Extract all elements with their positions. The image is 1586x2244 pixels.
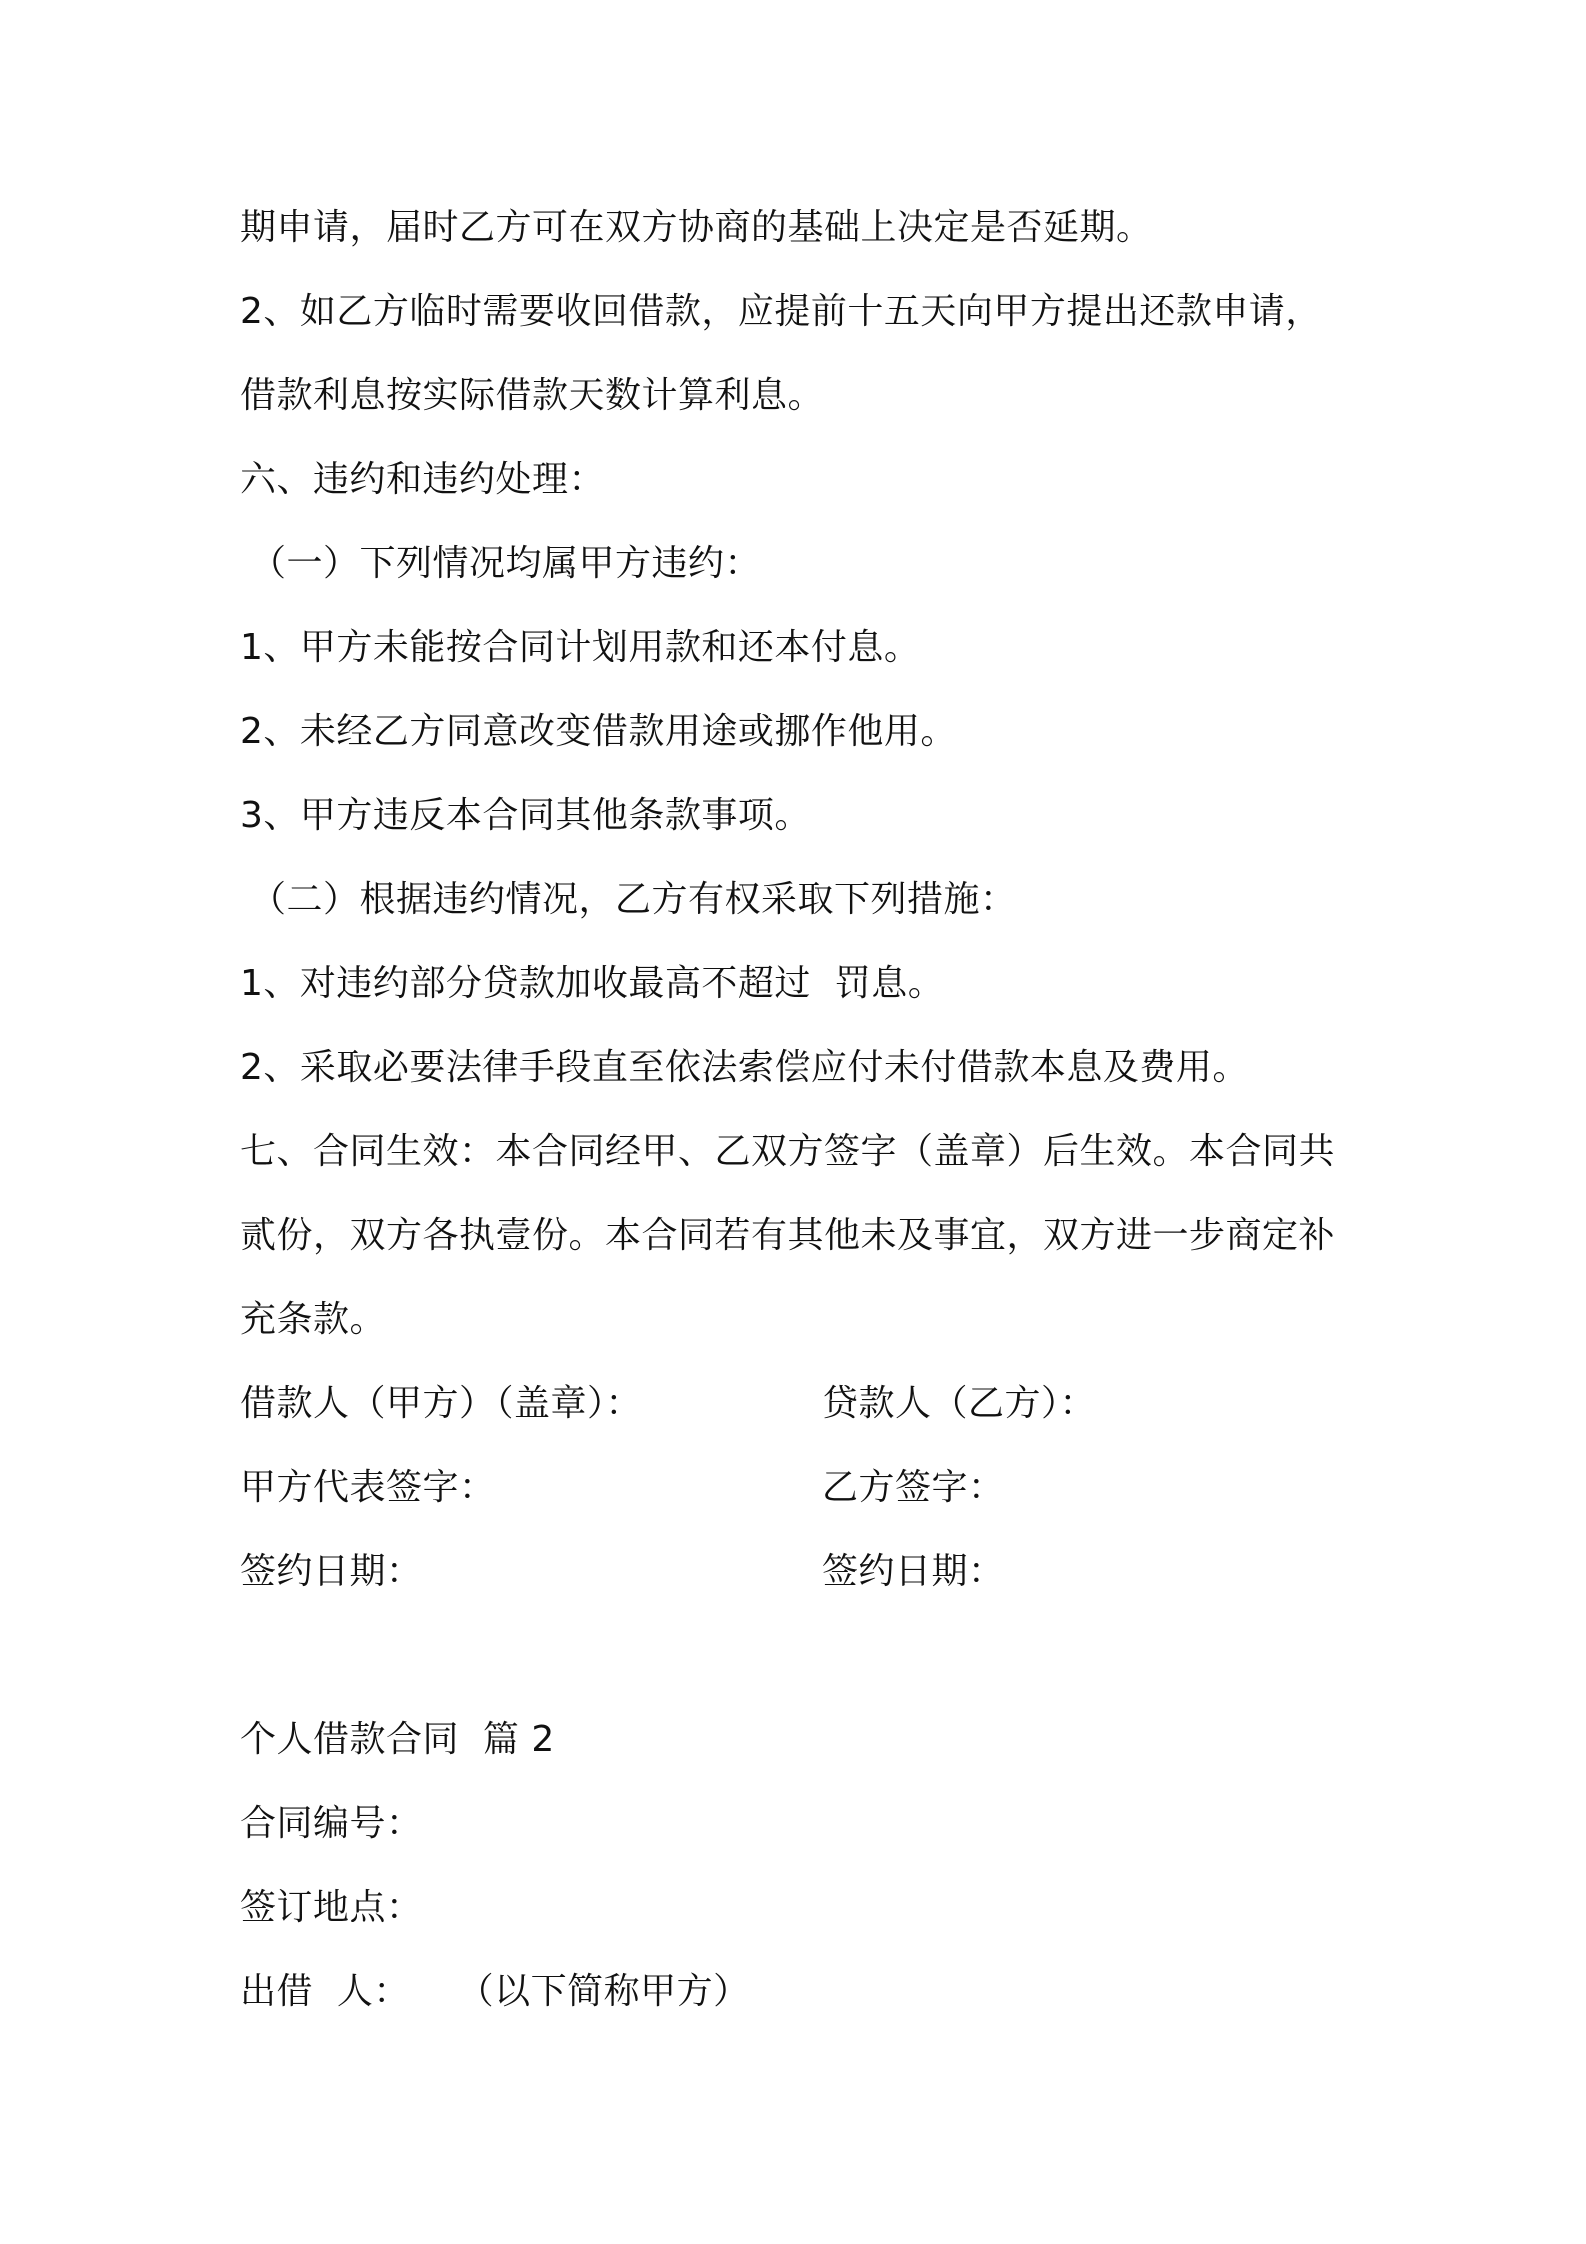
text-line: 2、未经乙方同意改变借款用途或挪作他用。 [240,711,957,752]
party-a-date-label: 签约日期： [240,1551,423,1592]
party-b-date-label: 签约日期： [822,1551,1005,1592]
contract-number-label: 合同编号： [240,1803,423,1844]
text-line: 2、采取必要法律手段直至依法索偿应付未付借款本息及费用。 [240,1047,1249,1088]
borrower-seal-label: 借款人（甲方）（盖章）： [240,1383,643,1424]
section-heading: 六、违约和违约处理： [240,459,606,500]
text-line: 借款利息按实际借款天数计算利息。 [240,375,825,416]
lender-label: 贷款人（乙方）： [822,1383,1097,1424]
section2-title: 个人借款合同 篇 2 [240,1719,555,1760]
party-b-signature-label: 乙方签字： [822,1467,1005,1508]
section-heading: 七、合同生效：本合同经甲、乙双方签字（盖章）后生效。本合同共 [240,1131,1336,1172]
text-line: 贰份，双方各执壹份。本合同若有其他未及事宜，双方进一步商定补 [240,1215,1336,1256]
lender-line: 出借 人： （以下简称甲方） [240,1971,750,2012]
party-a-signature-label: 甲方代表签字： [240,1467,496,1508]
text-line: 1、对违约部分贷款加收最高不超过 罚息。 [240,963,945,1004]
text-line: 1、甲方未能按合同计划用款和还本付息。 [240,627,921,668]
signing-place-label: 签订地点： [240,1887,423,1928]
text-line: 3、甲方违反本合同其他条款事项。 [240,795,811,836]
text-line: 2、如乙方临时需要收回借款，应提前十五天向甲方提出还款申请， [240,291,1322,332]
subsection-heading: （一）下列情况均属甲方违约： [250,543,762,584]
subsection-heading: （二）根据违约情况，乙方有权采取下列措施： [250,879,1017,920]
text-line: 期申请，届时乙方可在双方协商的基础上决定是否延期。 [240,207,1153,248]
text-line: 充条款。 [240,1299,387,1340]
